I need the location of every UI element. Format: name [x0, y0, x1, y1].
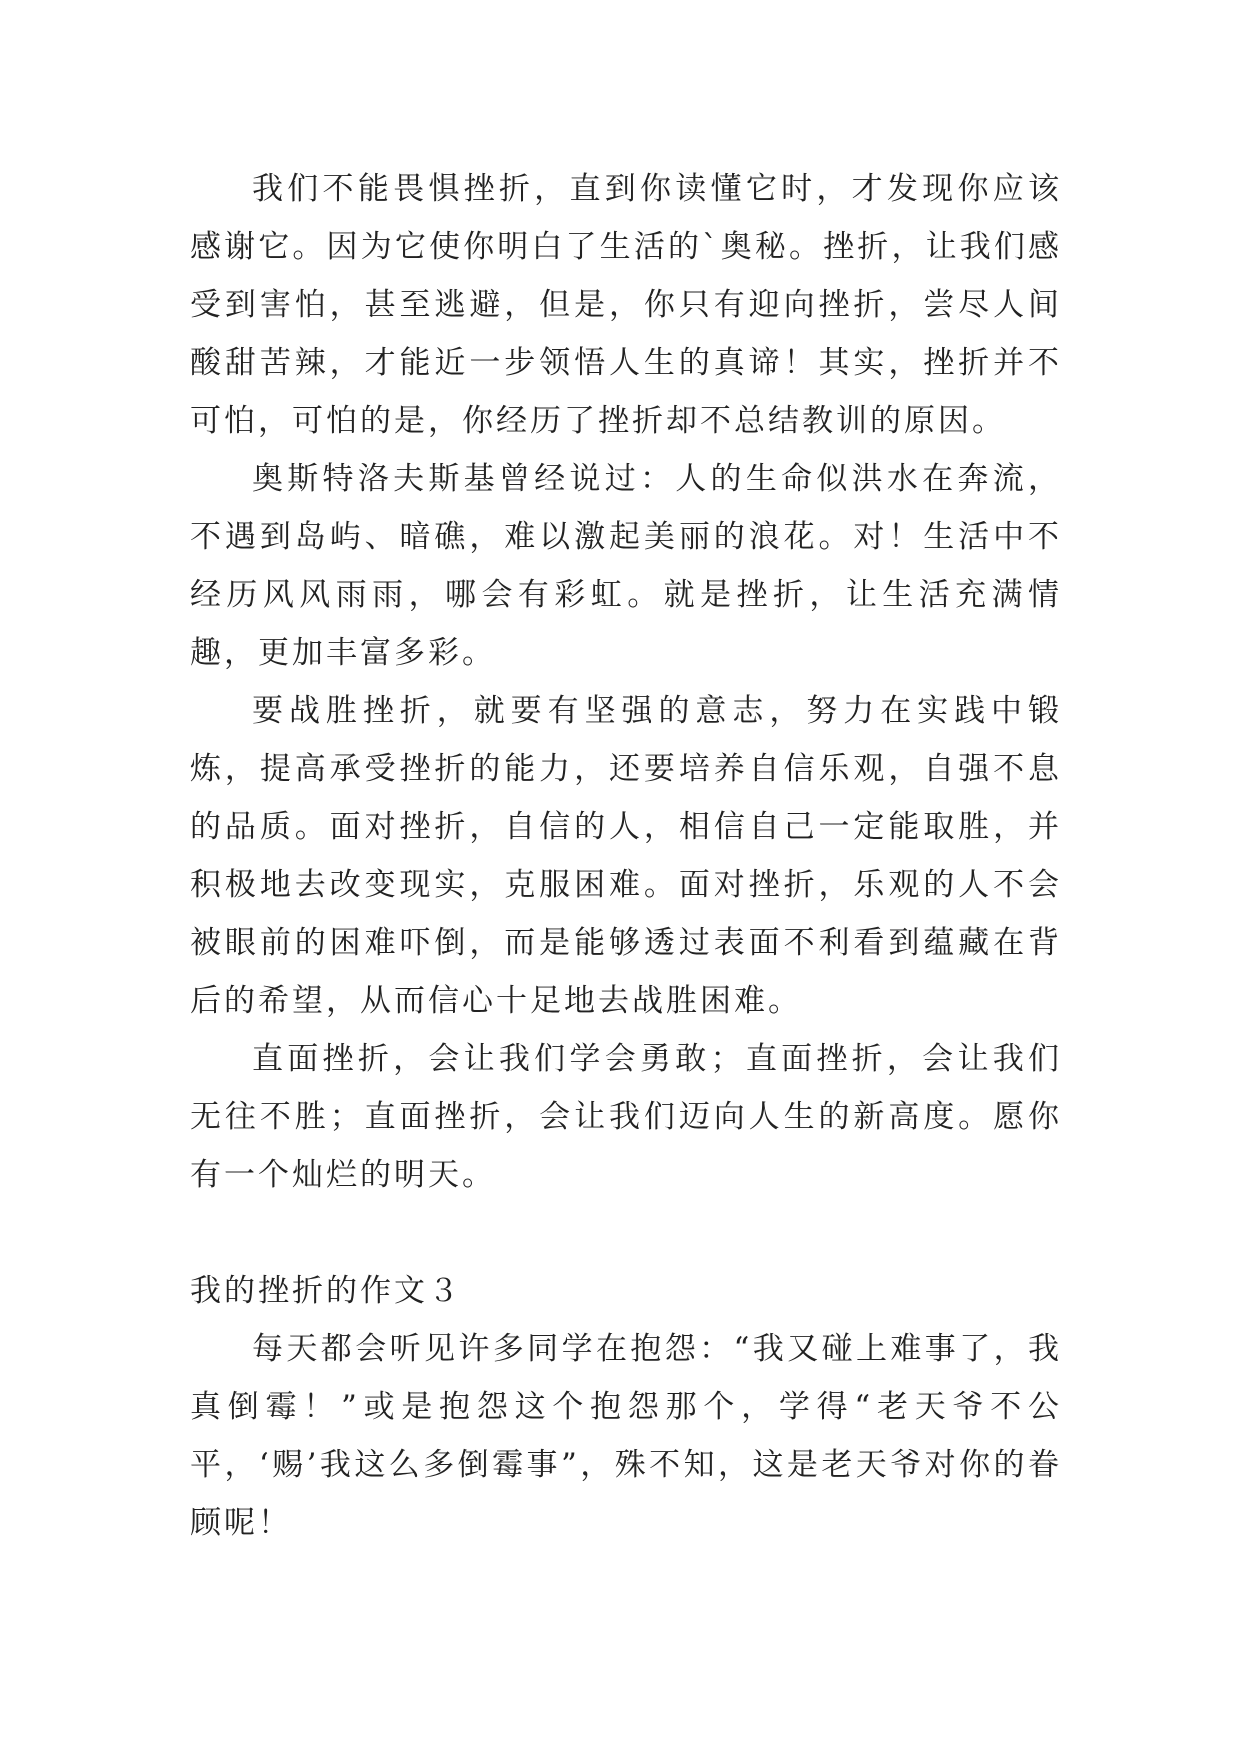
paragraph-complaints: 每天都会听见许多同学在抱怨：“我又碰上难事了，我真倒霉！”或是抱怨这个抱怨那个，学得“老天爷不公平，‘赐’我这么多倒霉事”，殊不知，这是老天爷对你的眷顾呢！: [190, 1331, 1062, 1541]
paragraph-ostrovsky-quote: 奥斯特洛夫斯基曾经说过：人的生命似洪水在奔流，不遇到岛屿、暗礁，难以激起美丽的浪花。对！生活中不经历风风雨雨，哪会有彩虹。就是挫折，让生活充满情趣，更加丰富多彩。: [190, 461, 1062, 671]
paragraph-overcoming-setbacks: 要战胜挫折，就要有坚强的意志，努力在实践中锻炼，提高承受挫折的能力，还要培养自信乐观，自强不息的品质。面对挫折，自信的人，相信自己一定能取胜，并积极地去改变现实，克服困难。面对挫折，乐观的人不会被眼前的困难吓倒，而是能够透过表面不利看到蕴藏在背后的希望，从而信心十足地去战胜困难。: [190, 693, 1062, 1019]
paragraph-conclusion: 直面挫折，会让我们学会勇敢；直面挫折，会让我们无往不胜；直面挫折，会让我们迈向人生的新高度。愿你有一个灿烂的明天。: [190, 1041, 1062, 1193]
section-spacer: [190, 1204, 1062, 1262]
paragraph-facing-setbacks: 我们不能畏惧挫折，直到你读懂它时，才发现你应该感谢它。因为它使你明白了生活的`奥秘。挫折，让我们感受到害怕，甚至逃避，但是，你只有迎向挫折，尝尽人间酸甜苦辣，才能近一步领悟人生的真谛！其实，挫折并不可怕，可怕的是，你经历了挫折却不总结教训的原因。: [190, 171, 1062, 439]
section-heading: 我的挫折的作文３: [190, 1273, 462, 1309]
document-body: [190, 160, 1062, 1552]
